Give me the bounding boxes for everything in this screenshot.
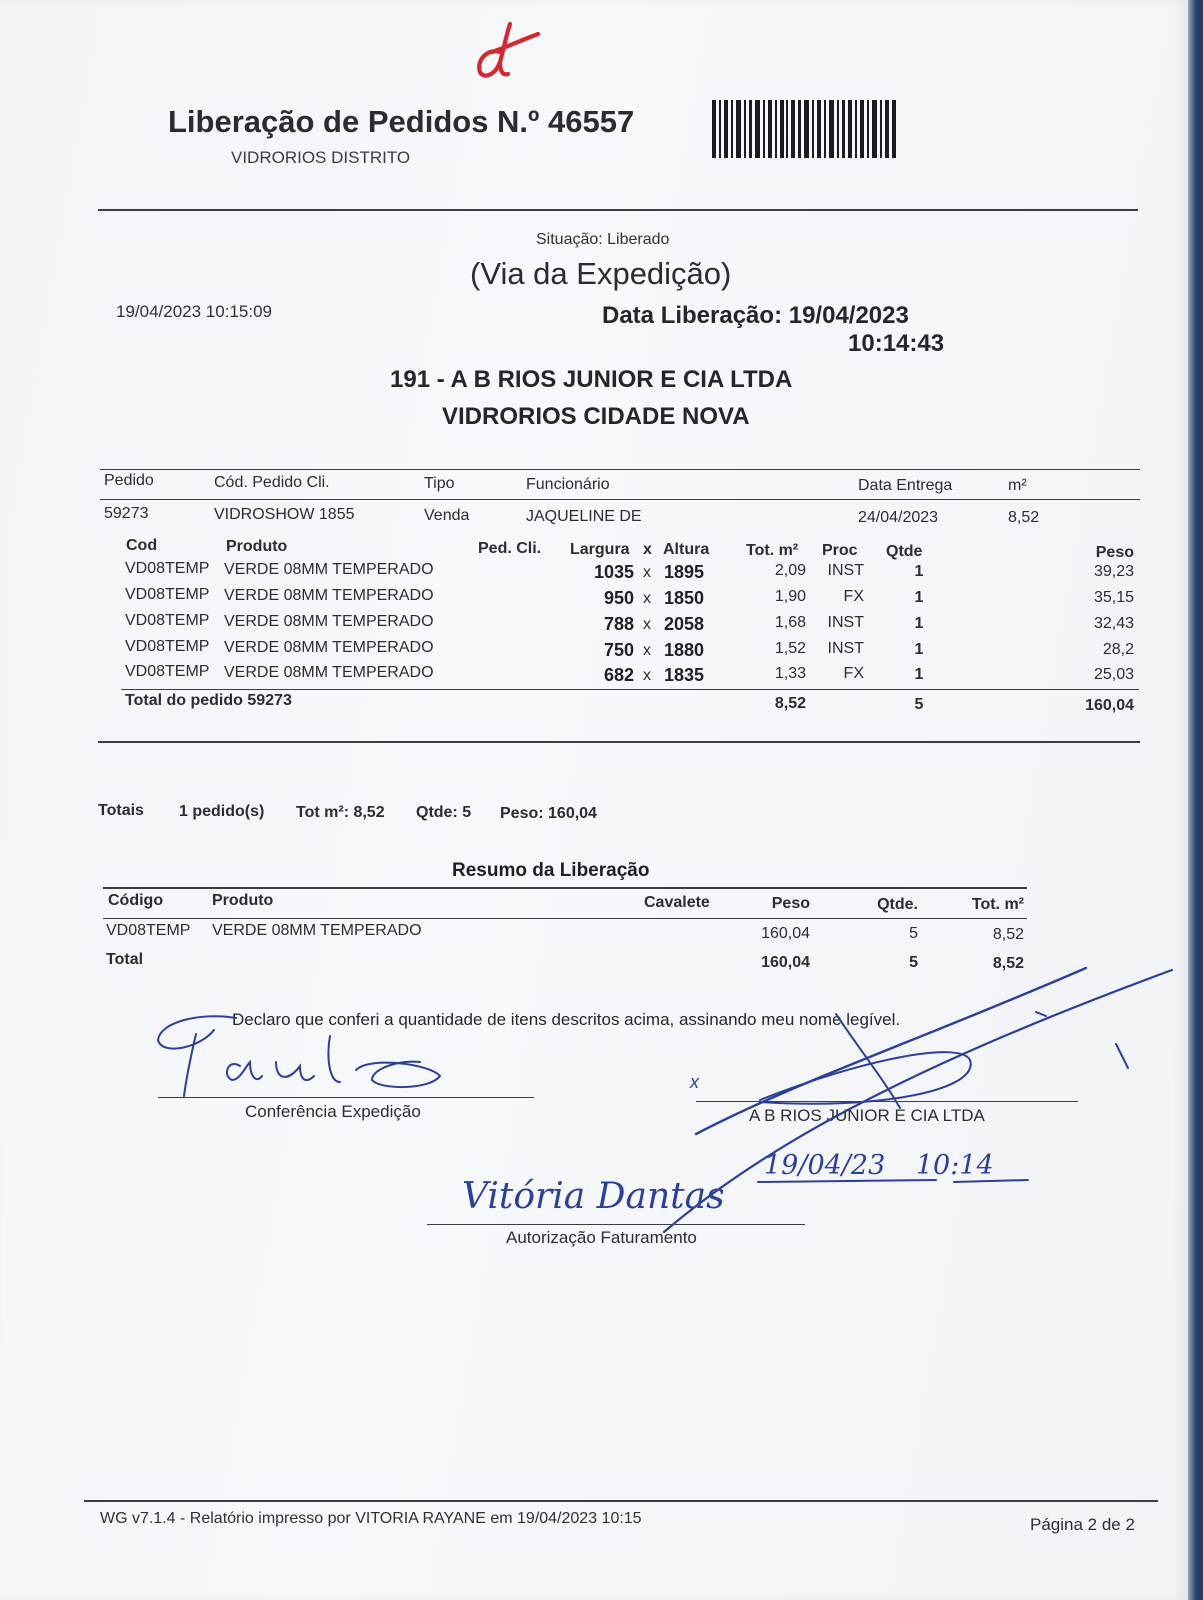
- order-cod-pedido-cli: VIDROSHOW 1855: [214, 506, 355, 523]
- order-total-qtde: 5: [914, 696, 924, 713]
- item-altura: 1895: [664, 562, 705, 582]
- faturamento-label: Autorização Faturamento: [506, 1228, 697, 1247]
- items-col-proc: Proc: [822, 542, 858, 559]
- item-largura: 1035: [593, 562, 634, 582]
- declaration-text: Declaro que conferi a quantidade de itens descritos acima, assinando meu nome legível.: [232, 1010, 901, 1029]
- col-funcionario: Funcionário: [526, 476, 610, 493]
- item-altura: 1880: [664, 640, 705, 660]
- order-pedido: 59273: [104, 505, 149, 522]
- summary-col-produto: Produto: [212, 892, 274, 909]
- order-data-entrega: 24/04/2023: [858, 509, 939, 526]
- item-peso: 25,03: [1093, 666, 1134, 683]
- item-x: x: [643, 642, 651, 659]
- summary-row-codigo: VD08TEMP: [106, 922, 191, 939]
- summary-row-tot-m2: 8,52: [992, 926, 1024, 943]
- summary-col-tot-m2: Tot. m²: [971, 896, 1024, 913]
- summary-total-label: Total: [106, 951, 144, 968]
- item-tot-m2: 1,68: [774, 614, 806, 631]
- faturamento-signature: Vitória Dantas: [462, 1176, 725, 1217]
- conferencia-signature: [186, 1038, 189, 1039]
- order-m2: 8,52: [1008, 509, 1040, 526]
- company-name: VIDRORIOS DISTRITO: [231, 148, 411, 167]
- summary-total-peso: 160,04: [761, 954, 810, 971]
- item-largura: 750: [603, 640, 634, 660]
- item-cod: VD08TEMP: [125, 586, 210, 603]
- order-total-label: Total do pedido 59273: [125, 692, 292, 709]
- item-x: x: [643, 667, 651, 684]
- item-altura: 1835: [664, 665, 705, 685]
- item-largura: 950: [603, 588, 634, 608]
- col-m2: m²: [1008, 477, 1027, 494]
- item-qtde: 1: [914, 666, 924, 683]
- item-qtde: 1: [914, 563, 924, 580]
- item-peso: 28,2: [1102, 641, 1134, 658]
- summary-row-peso: 160,04: [761, 925, 810, 942]
- order-total-peso: 160,04: [1085, 697, 1134, 714]
- item-x: x: [643, 616, 651, 633]
- summary-total-qtde: 5: [909, 954, 918, 971]
- col-data-entrega: Data Entrega: [858, 477, 953, 494]
- order-tipo: Venda: [424, 507, 470, 524]
- item-proc: INST: [827, 640, 864, 657]
- item-peso: 39,23: [1093, 563, 1134, 580]
- item-qtde: 1: [914, 615, 924, 632]
- item-proc: INST: [827, 614, 864, 631]
- item-peso: 35,15: [1093, 589, 1134, 606]
- items-col-largura: Largura: [570, 541, 630, 558]
- item-peso: 32,43: [1093, 615, 1134, 632]
- document-title: Liberação de Pedidos N.º 46557: [168, 104, 635, 139]
- order-funcionario: JAQUELINE DE: [526, 508, 642, 525]
- totals-label: Totais: [98, 802, 144, 819]
- item-cod: VD08TEMP: [125, 612, 210, 629]
- item-proc: FX: [843, 588, 864, 605]
- summary-col-codigo: Código: [108, 892, 164, 909]
- items-col-produto: Produto: [226, 538, 288, 555]
- item-altura: 1850: [664, 588, 705, 608]
- item-produto: VERDE 08MM TEMPERADO: [224, 587, 434, 604]
- item-x: x: [643, 564, 651, 581]
- item-tot-m2: 1,90: [774, 588, 806, 605]
- conferencia-label: Conferência Expedição: [245, 1102, 421, 1121]
- col-pedido: Pedido: [104, 472, 154, 489]
- item-qtde: 1: [914, 641, 924, 658]
- summary-row-qtde: 5: [909, 925, 918, 942]
- items-col-altura: Altura: [663, 541, 710, 558]
- item-largura: 682: [603, 665, 634, 685]
- release-date: Data Liberação: 19/04/2023: [602, 302, 909, 329]
- print-datetime: 19/04/2023 10:15:09: [116, 302, 272, 321]
- item-produto: VERDE 08MM TEMPERADO: [224, 613, 434, 630]
- status-label: Situação: Liberado: [536, 231, 670, 248]
- item-cod: VD08TEMP: [125, 663, 210, 680]
- summary-col-cavalete: Cavalete: [644, 894, 710, 911]
- totals-qtde: Qtde: 5: [416, 804, 472, 821]
- client-label: A B RIOS JUNIOR E CIA LTDA: [749, 1106, 985, 1125]
- item-cod: VD08TEMP: [125, 638, 210, 655]
- items-col-ped-cli: Ped. Cli.: [478, 540, 542, 557]
- item-altura: 2058: [664, 614, 705, 634]
- item-produto: VERDE 08MM TEMPERADO: [224, 664, 434, 681]
- footer-printed-by: WG v7.1.4 - Relatório impresso por VITORIA RAYANE em 19/04/2023 10:15: [100, 1510, 642, 1527]
- item-tot-m2: 1,52: [774, 640, 806, 657]
- item-produto: VERDE 08MM TEMPERADO: [224, 561, 434, 578]
- client-name: 191 - A B RIOS JUNIOR E CIA LTDA: [390, 366, 793, 393]
- summary-col-qtde: Qtde.: [877, 896, 918, 913]
- item-largura: 788: [603, 614, 634, 634]
- items-col-qtde: Qtde: [886, 543, 923, 560]
- footer-divider: [84, 1500, 1158, 1502]
- order-total-m2: 8,52: [774, 695, 806, 712]
- item-cod: VD08TEMP: [125, 560, 210, 577]
- item-produto: VERDE 08MM TEMPERADO: [224, 639, 434, 656]
- item-tot-m2: 2,09: [774, 562, 806, 579]
- totals-pedidos: 1 pedido(s): [179, 803, 265, 820]
- summary-total-tot-m2: 8,52: [992, 955, 1024, 972]
- copy-label: (Via da Expedição): [470, 256, 732, 291]
- totals-m2: Tot m²: 8,52: [296, 804, 385, 821]
- items-col-tot-m2: Tot. m²: [746, 542, 799, 559]
- item-proc: INST: [827, 562, 864, 579]
- items-col-cod: Cod: [126, 537, 158, 554]
- col-cod-pedido-cli: Cód. Pedido Cli.: [214, 474, 330, 491]
- item-qtde: 1: [914, 589, 924, 606]
- summary-col-peso: Peso: [771, 895, 810, 912]
- footer-page-number: Página 2 de 2: [1030, 1515, 1135, 1534]
- summary-title: Resumo da Liberação: [452, 860, 650, 881]
- items-col-peso: Peso: [1095, 544, 1134, 561]
- totals-peso: Peso: 160,04: [500, 805, 597, 822]
- handwritten-date: 19/04/23 10:14: [764, 1150, 994, 1181]
- items-col-x: x: [643, 541, 652, 558]
- item-x: x: [643, 590, 651, 607]
- summary-row-produto: VERDE 08MM TEMPERADO: [212, 922, 422, 939]
- item-tot-m2: 1,33: [774, 665, 806, 682]
- client-marker: x: [690, 1072, 699, 1092]
- release-time: 10:14:43: [848, 330, 945, 357]
- client-store: VIDRORIOS CIDADE NOVA: [442, 403, 750, 430]
- item-proc: FX: [843, 665, 864, 682]
- col-tipo: Tipo: [424, 475, 455, 492]
